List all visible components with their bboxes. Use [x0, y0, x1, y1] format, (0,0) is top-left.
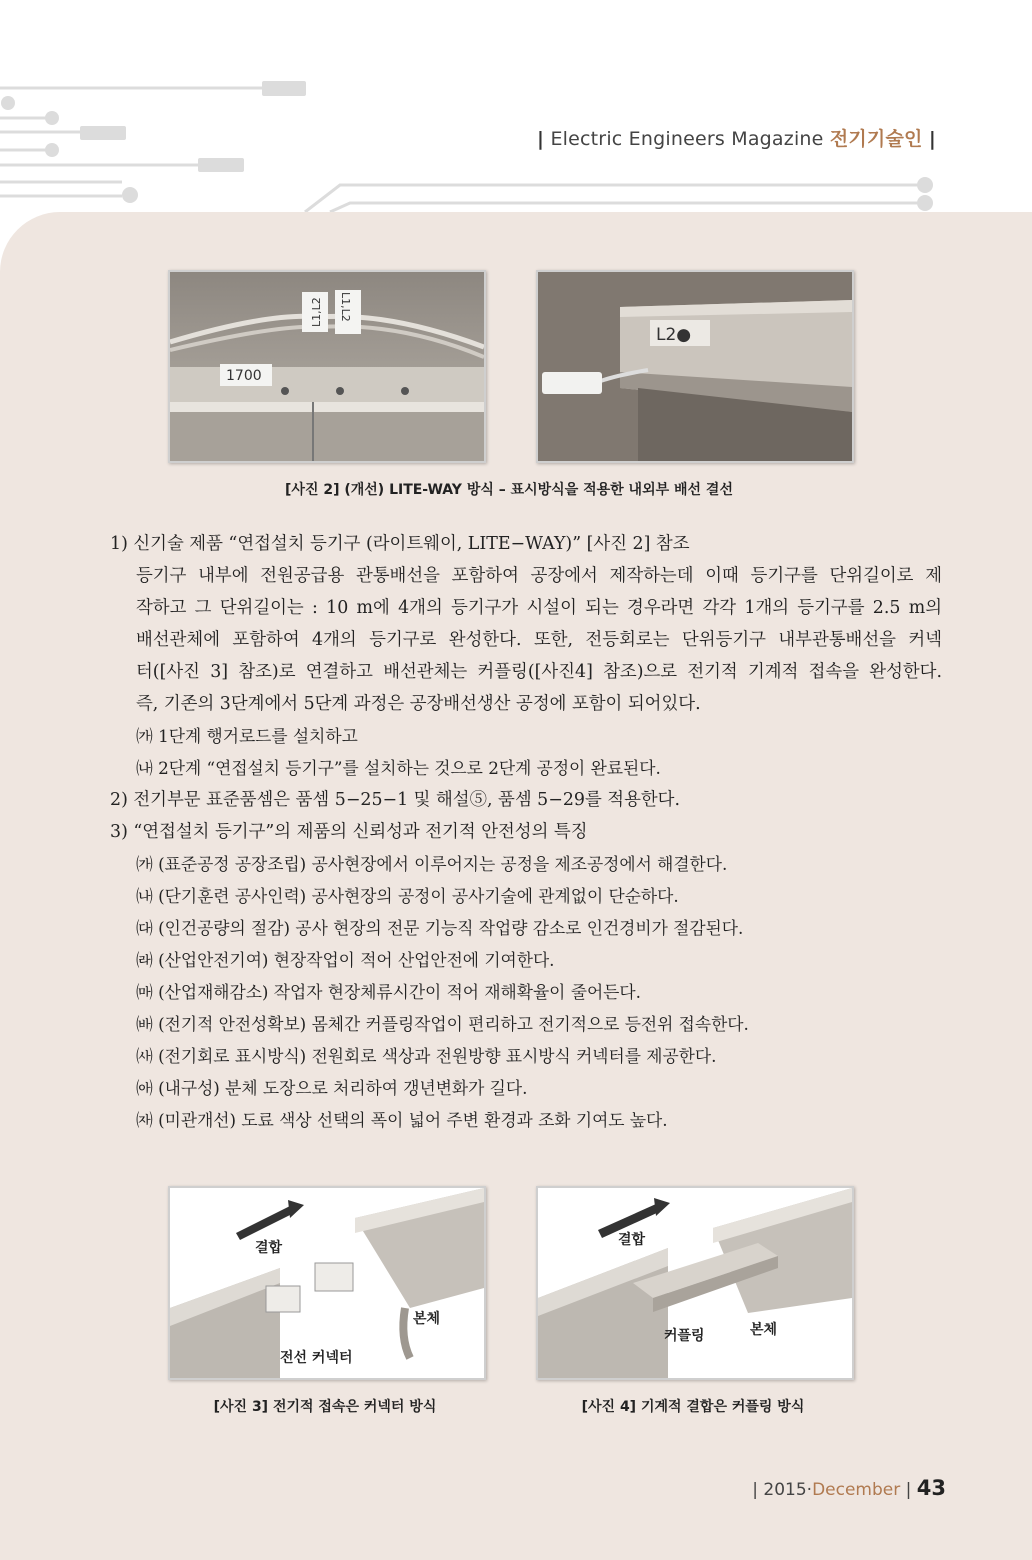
sub-item: ㈕ (내구성) 분체 도장으로 처리하여 갱년변화가 길다. — [136, 1078, 528, 1098]
sub-item: ㈏ (단기훈련 공사인력) 공사현장의 공정이 공사기술에 관계없이 단순하다. — [136, 886, 679, 906]
circuit-decoration — [0, 0, 1032, 230]
sub-item: ㈒ (산업재해감소) 작업자 현장체류시간이 적어 재해확율이 줄어든다. — [136, 982, 641, 1002]
item-3-heading: 3) “연접설치 등기구”의 제품의 신뢰성과 전기적 안전성의 특징 — [110, 822, 588, 842]
footer-bar-right: | — [905, 1480, 912, 1500]
magazine-name: Electric Engineers Magazine — [550, 128, 824, 150]
header-bar-left: | — [537, 128, 545, 150]
paragraph-line: 작하고 그 단위길이는 : 10 m에 4개의 등기구가 시설이 되는 경우라면 각각 1개의 등기구를 2.5 m의 — [136, 598, 942, 618]
photo2-length-label: 1700 — [226, 368, 262, 384]
article-body — [110, 528, 942, 1136]
sub-item: ㈐ (인건공량의 절감) 공사 현장의 전문 기능직 작업량 감소로 인건경비가 절감된다. — [136, 918, 744, 938]
photo4-coupling-label: 커플링 — [664, 1328, 705, 1344]
photo-2-left — [168, 270, 486, 463]
sub-item: ㈑ (산업안전기여) 현장작업이 적어 산업안전에 기여한다. — [136, 950, 555, 970]
photo2-tag-2: L1,L2 — [339, 292, 352, 322]
sub-item: ㈎ 1단계 행거로드를 설치하고 — [136, 726, 358, 746]
paragraph-line: 즉, 기존의 3단계에서 5단계 과정은 공장배선생산 공정에 포함이 되어있다. — [136, 694, 701, 714]
magazine-header — [537, 124, 936, 151]
paragraph-line: 터([사진 3] 참조)로 연결하고 배선관체는 커플링([사진4] 참조)으로 전기적 기계적 접속을 완성한다. — [136, 662, 942, 682]
paragraph-line: 배선관체에 포함하여 4개의 등기구로 완성한다. 또한, 전등회로는 단위등기구 내부관통배선을 커넥 — [136, 630, 942, 650]
sub-item: ㈎ (표준공정 공장조립) 공사현장에서 이루어지는 공정을 제조공정에서 해결한다. — [136, 854, 728, 874]
footer-year: 2015 — [763, 1480, 807, 1500]
footer-month: December — [812, 1480, 901, 1500]
photo-3-connector — [168, 1186, 486, 1380]
photo-2-right — [536, 270, 854, 463]
sub-item: ㈖ (미관개선) 도료 색상 선택의 폭이 넓어 주변 환경과 조화 기여도 높다. — [136, 1110, 668, 1130]
page-footer — [752, 1476, 946, 1500]
photo-4-caption: [사진 4] 기계적 결합은 커플링 방식 — [581, 1399, 805, 1415]
item-1-heading: 1) 신기술 제품 “연접설치 등기구 (라이트웨이, LITE−WAY)” [사진 2] 참조 — [110, 534, 690, 554]
sub-item: ㈏ 2단계 “연접설치 등기구”를 설치하는 것으로 2단계 공정이 완료된다. — [136, 758, 661, 778]
footer-bar-left: | — [752, 1480, 758, 1500]
footer-dot: · — [806, 1480, 813, 1500]
paragraph-line: 등기구 내부에 전원공급용 관통배선을 포함하여 공장에서 제작하는데 이때 등기구를 단위길이로 제 — [136, 566, 942, 586]
photo3-couple-label: 결합 — [255, 1240, 283, 1256]
photo-4-coupling — [536, 1186, 854, 1380]
page-number: 43 — [916, 1476, 946, 1500]
photo3-connector-label: 전선 커넥터 — [280, 1350, 353, 1366]
photo3-body-label: 본체 — [413, 1311, 441, 1327]
photo4-couple-label: 결합 — [618, 1232, 646, 1248]
photo2-l2-label: L2● — [656, 325, 692, 345]
magazine-name-korean: 전기기술인 — [829, 128, 923, 150]
photo2-tag-1: L1,L2 — [310, 297, 323, 327]
photo4-body-label: 본체 — [750, 1322, 778, 1338]
sub-item: ㈓ (전기적 안전성확보) 몸체간 커플링작업이 편리하고 전기적으로 등전위 접속한다. — [136, 1014, 749, 1034]
sub-item: ㈔ (전기회로 표시방식) 전원회로 색상과 전원방향 표시방식 커넥터를 제공한다. — [136, 1046, 717, 1066]
photo-3-caption: [사진 3] 전기적 접속은 커넥터 방식 — [213, 1399, 437, 1415]
header-bar-right: | — [928, 128, 936, 150]
photo-2-caption: [사진 2] (개선) LITE-WAY 방식 – 표시방식을 적용한 내외부 배선 결선 — [285, 482, 733, 498]
item-2-heading: 2) 전기부문 표준품셈은 품셈 5−25−1 및 해설⑤, 품셈 5−29를 적용한다. — [110, 790, 681, 810]
